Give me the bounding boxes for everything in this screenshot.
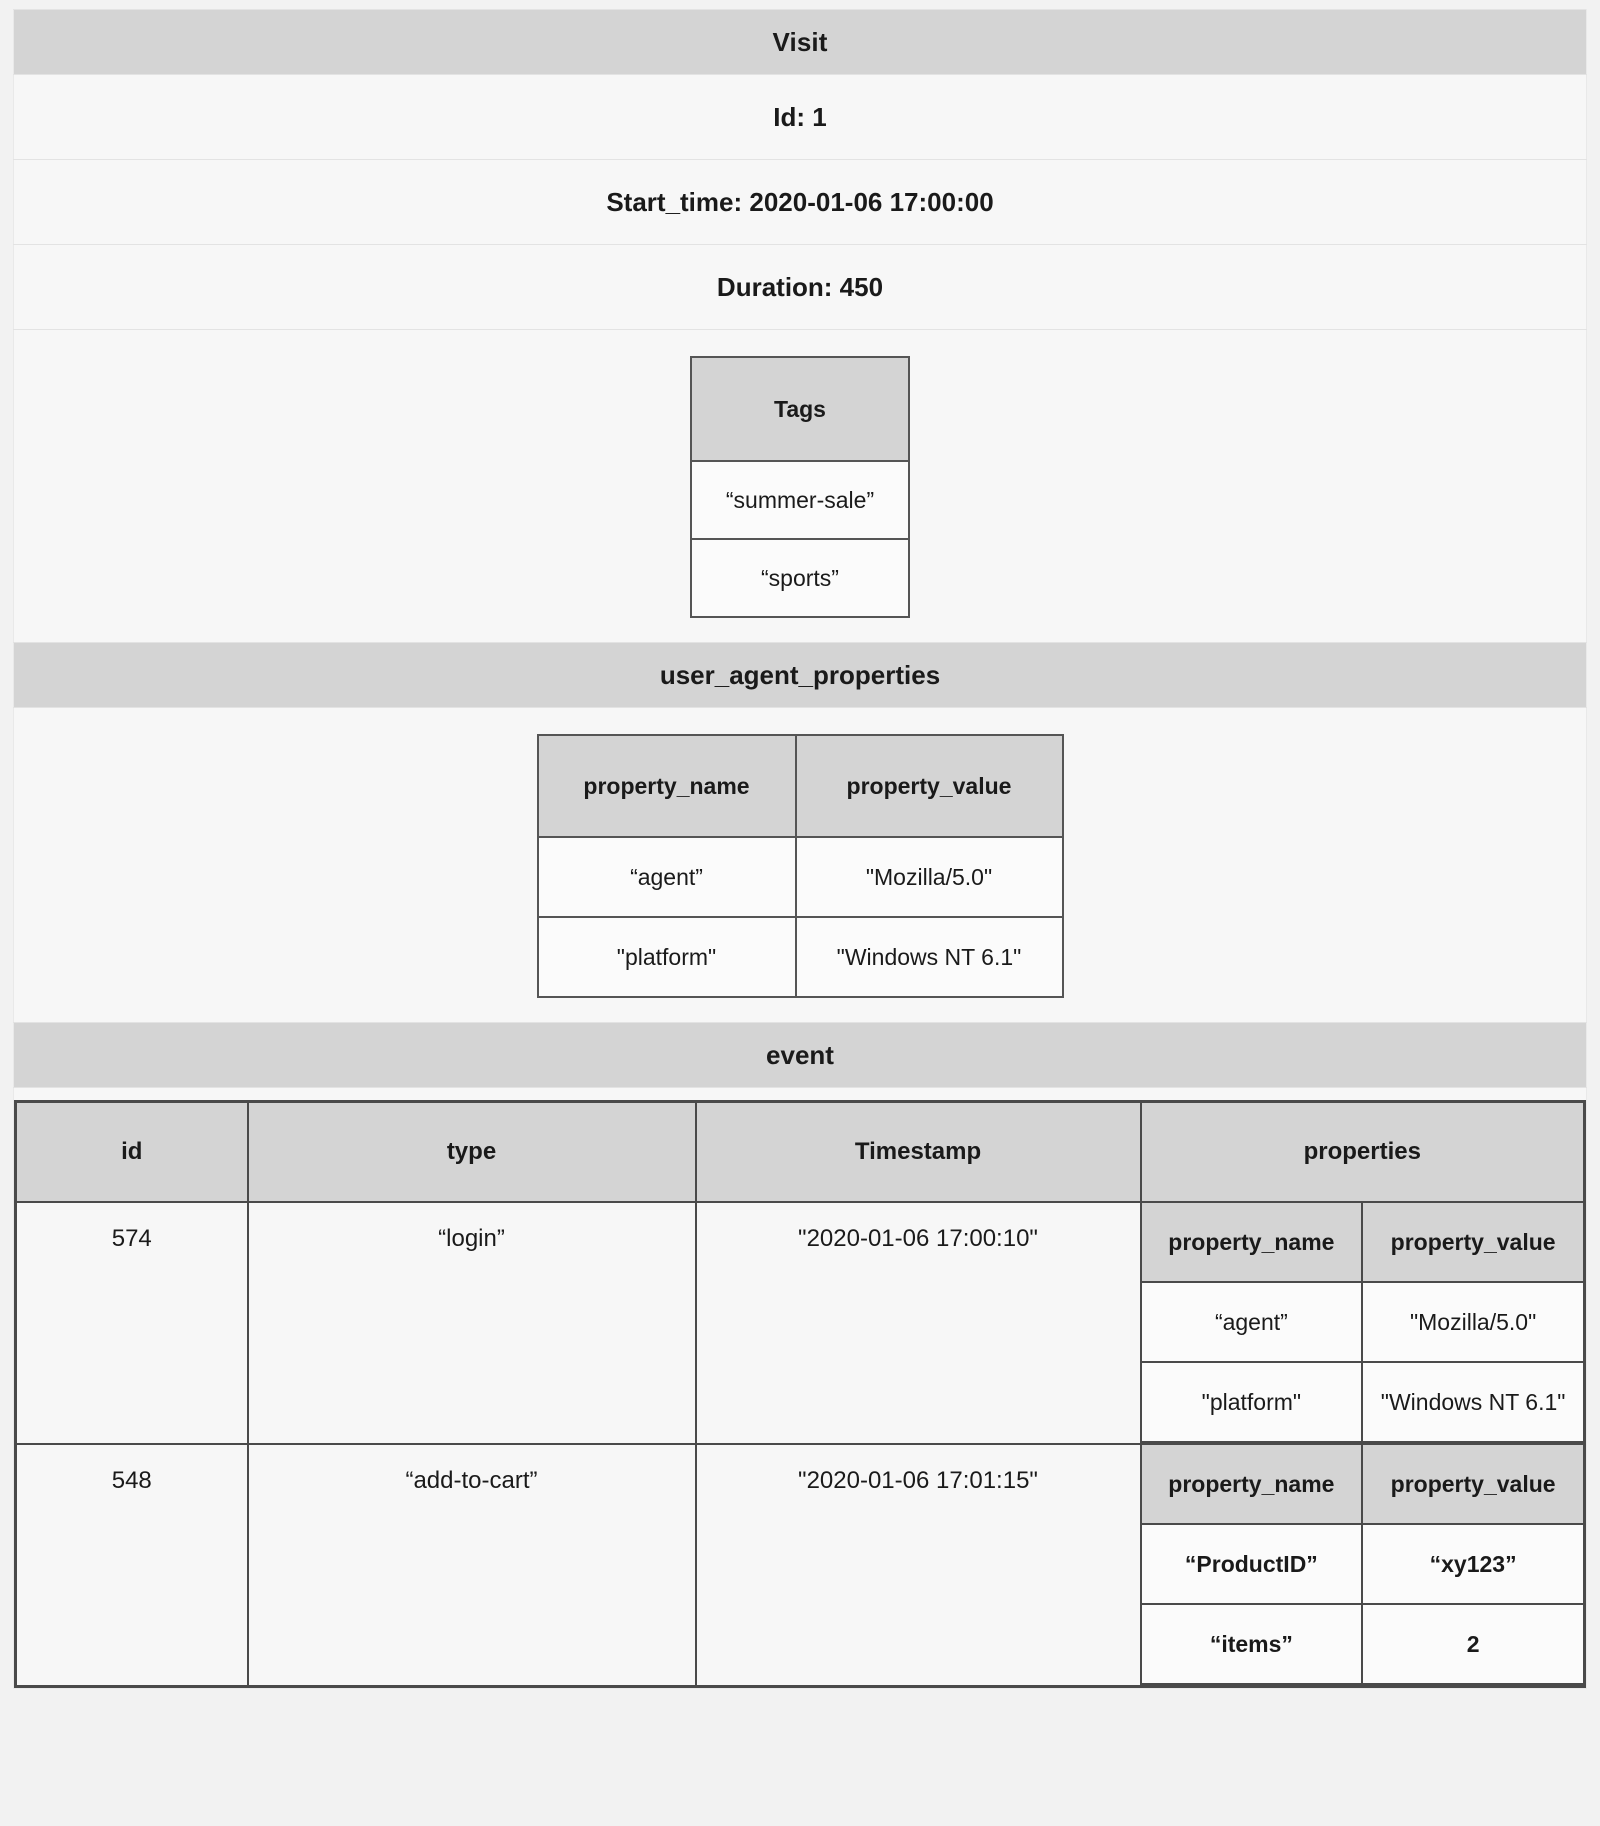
- column-header-property-name: property_name: [1142, 1445, 1363, 1524]
- user-agent-properties-table: [537, 734, 1064, 998]
- event-title-row: [14, 1023, 1587, 1088]
- tags-header: Tags: [691, 357, 909, 461]
- property-value-cell: "Mozilla/5.0": [1362, 1282, 1583, 1362]
- event-table-container: [14, 1088, 1587, 1689]
- visit-title-row: [14, 10, 1587, 75]
- property-name-cell: “items”: [1142, 1604, 1363, 1684]
- event-properties-cell: [1141, 1202, 1585, 1444]
- tag-value: “summer-sale”: [691, 461, 909, 539]
- table-row: [16, 1202, 1585, 1444]
- tags-row: [691, 461, 909, 539]
- tags-container: [14, 330, 1587, 643]
- visit-field-id: Id: 1: [14, 75, 1587, 160]
- event-properties-table: [1142, 1203, 1584, 1443]
- table-row: [1142, 1362, 1584, 1442]
- tags-row: [691, 539, 909, 617]
- table-row: [538, 917, 1063, 997]
- property-name-cell: “ProductID”: [1142, 1524, 1363, 1604]
- property-value-cell: "Windows NT 6.1": [796, 917, 1063, 997]
- column-header-type: type: [248, 1102, 696, 1203]
- event-properties-cell: [1141, 1444, 1585, 1687]
- column-header-property-value: property_value: [1362, 1445, 1583, 1524]
- visit-field-row-duration: [14, 245, 1587, 330]
- property-name-cell: "platform": [1142, 1362, 1363, 1442]
- event-header-row: [16, 1102, 1585, 1203]
- event-id-cell: 548: [16, 1444, 248, 1687]
- table-row: [1142, 1282, 1584, 1362]
- property-value-cell: “xy123”: [1362, 1524, 1583, 1604]
- visit-field-duration: Duration: 450: [14, 245, 1587, 330]
- event-type-cell: “login”: [248, 1202, 696, 1444]
- column-header-properties: properties: [1141, 1102, 1585, 1203]
- visit-field-start-time: Start_time: 2020-01-06 17:00:00: [14, 160, 1587, 245]
- user-agent-properties-row: [14, 708, 1587, 1023]
- property-name-cell: "platform": [538, 917, 796, 997]
- property-value-cell: "Mozilla/5.0": [796, 837, 1063, 917]
- user-agent-properties-title: user_agent_properties: [14, 643, 1587, 708]
- event-title: event: [14, 1023, 1587, 1088]
- visit-tags-row: [14, 330, 1587, 643]
- visit-field-row-id: [14, 75, 1587, 160]
- table-row: [1142, 1604, 1584, 1684]
- column-header-property-value: property_value: [796, 735, 1063, 837]
- user-agent-properties-container: [14, 708, 1587, 1023]
- visit-title: Visit: [14, 10, 1587, 75]
- property-value-cell: 2: [1362, 1604, 1583, 1684]
- table-row: [1142, 1524, 1584, 1604]
- event-table: [14, 1100, 1586, 1688]
- tag-value: “sports”: [691, 539, 909, 617]
- column-header-id: id: [16, 1102, 248, 1203]
- property-name-cell: “agent”: [1142, 1282, 1363, 1362]
- property-value-cell: "Windows NT 6.1": [1362, 1362, 1583, 1442]
- table-row: [16, 1444, 1585, 1687]
- event-timestamp-cell: "2020-01-06 17:01:15": [696, 1444, 1141, 1687]
- event-type-cell: “add-to-cart”: [248, 1444, 696, 1687]
- column-header-property-name: property_name: [538, 735, 796, 837]
- visit-field-row-start-time: [14, 160, 1587, 245]
- table-header-row: [1142, 1445, 1584, 1524]
- event-properties-table: [1142, 1445, 1584, 1685]
- property-name-cell: “agent”: [538, 837, 796, 917]
- table-header-row: [1142, 1203, 1584, 1282]
- table-row: [538, 837, 1063, 917]
- tags-header-row: [691, 357, 909, 461]
- table-header-row: [538, 735, 1063, 837]
- column-header-property-name: property_name: [1142, 1203, 1363, 1282]
- event-id-cell: 574: [16, 1202, 248, 1444]
- user-agent-properties-title-row: [14, 643, 1587, 708]
- column-header-property-value: property_value: [1362, 1203, 1583, 1282]
- event-table-row: [14, 1088, 1587, 1689]
- event-timestamp-cell: "2020-01-06 17:00:10": [696, 1202, 1141, 1444]
- visit-table: [13, 9, 1587, 1689]
- tags-table: [690, 356, 910, 618]
- column-header-timestamp: Timestamp: [696, 1102, 1141, 1203]
